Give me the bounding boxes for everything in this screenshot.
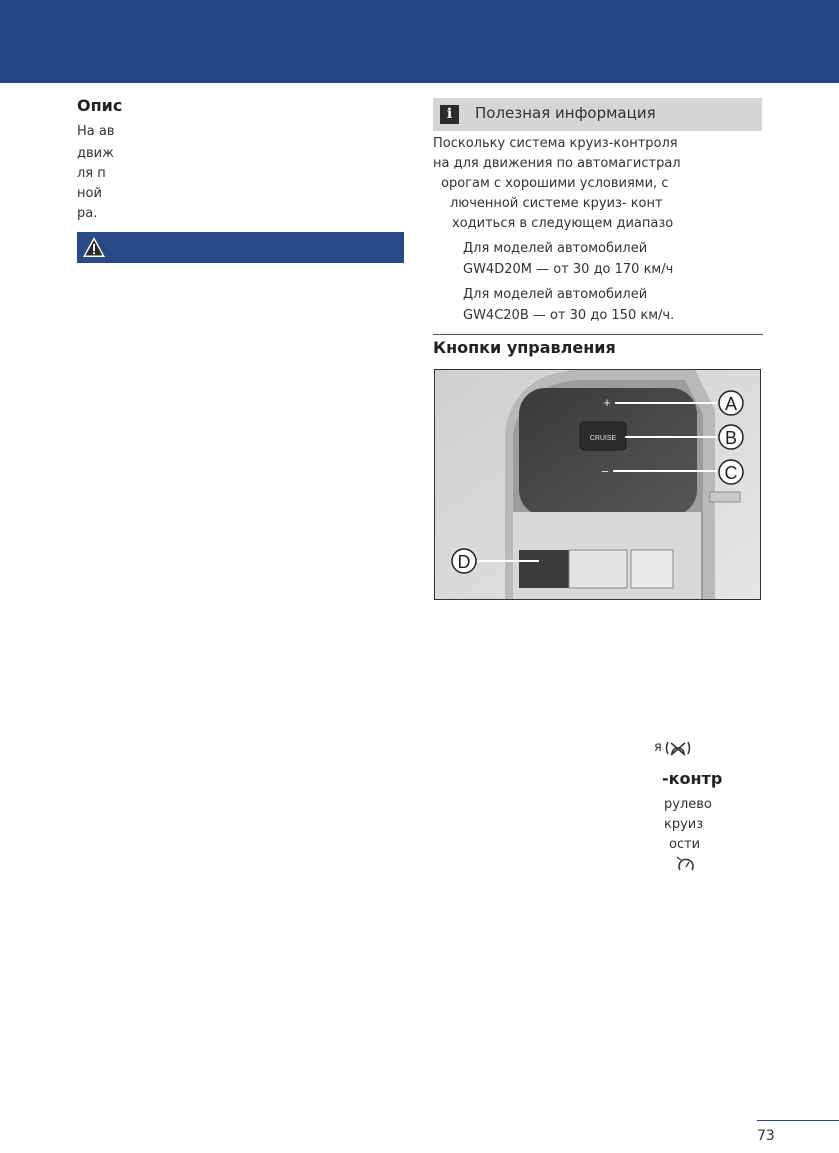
callout-b-label: B [724, 428, 738, 448]
cruise-off-icon [664, 739, 692, 757]
plus-symbol: + [603, 395, 611, 410]
speed-range-line: Для моделей автомобилей [463, 287, 648, 302]
body-line: ля п [77, 166, 106, 181]
info-line: на для движения по автомагистрал [433, 156, 681, 171]
section-divider [433, 334, 763, 335]
footer-rule [757, 1120, 839, 1121]
cruise-controls-photo [434, 369, 761, 600]
cruise-speedometer-icon [675, 855, 697, 873]
header-band [0, 0, 839, 83]
text-fragment: круиз [664, 817, 704, 832]
info-line: Поскольку система круиз-контроля [433, 136, 678, 151]
warning-banner [77, 232, 404, 263]
info-line: люченной системе круиз- конт [450, 196, 663, 211]
warning-icon [82, 236, 106, 258]
body-line: ной [77, 186, 102, 201]
text-fragment: -контр [662, 769, 723, 788]
callout-c [719, 460, 743, 484]
controls-title: Кнопки управления [433, 338, 616, 357]
body-line: На ав [77, 124, 115, 139]
speed-range-line: Для моделей автомобилей [463, 241, 648, 256]
callout-d-label: D [457, 552, 471, 572]
info-note-header [433, 98, 762, 131]
callout-b [719, 425, 743, 449]
section-title: Опис [77, 96, 123, 115]
info-icon: i [440, 105, 459, 124]
page-number: 73 [757, 1128, 775, 1144]
cruise-button-label: CRUISE [589, 435, 617, 442]
info-note-title: Полезная информация [475, 104, 656, 122]
text-fragment: ости [669, 837, 701, 852]
text-fragment: рулево [664, 797, 712, 812]
callout-c-label: C [724, 463, 738, 483]
minus-symbol: − [601, 464, 609, 479]
info-line: ходиться в следующем диапазо [452, 216, 674, 231]
callout-d [452, 549, 476, 573]
speed-range-line: GW4D20M — от 30 до 170 км/ч [463, 262, 674, 277]
callout-a [719, 391, 743, 415]
callout-a-label: A [724, 394, 738, 414]
body-line: движ [77, 146, 114, 161]
cruise-controls-illustration [435, 370, 760, 599]
body-line: ра. [77, 206, 98, 221]
text-fragment: я [654, 740, 662, 755]
info-line: орогам с хорошими условиями, с [441, 176, 669, 191]
speed-range-line: GW4C20B — от 30 до 150 км/ч. [463, 308, 675, 323]
